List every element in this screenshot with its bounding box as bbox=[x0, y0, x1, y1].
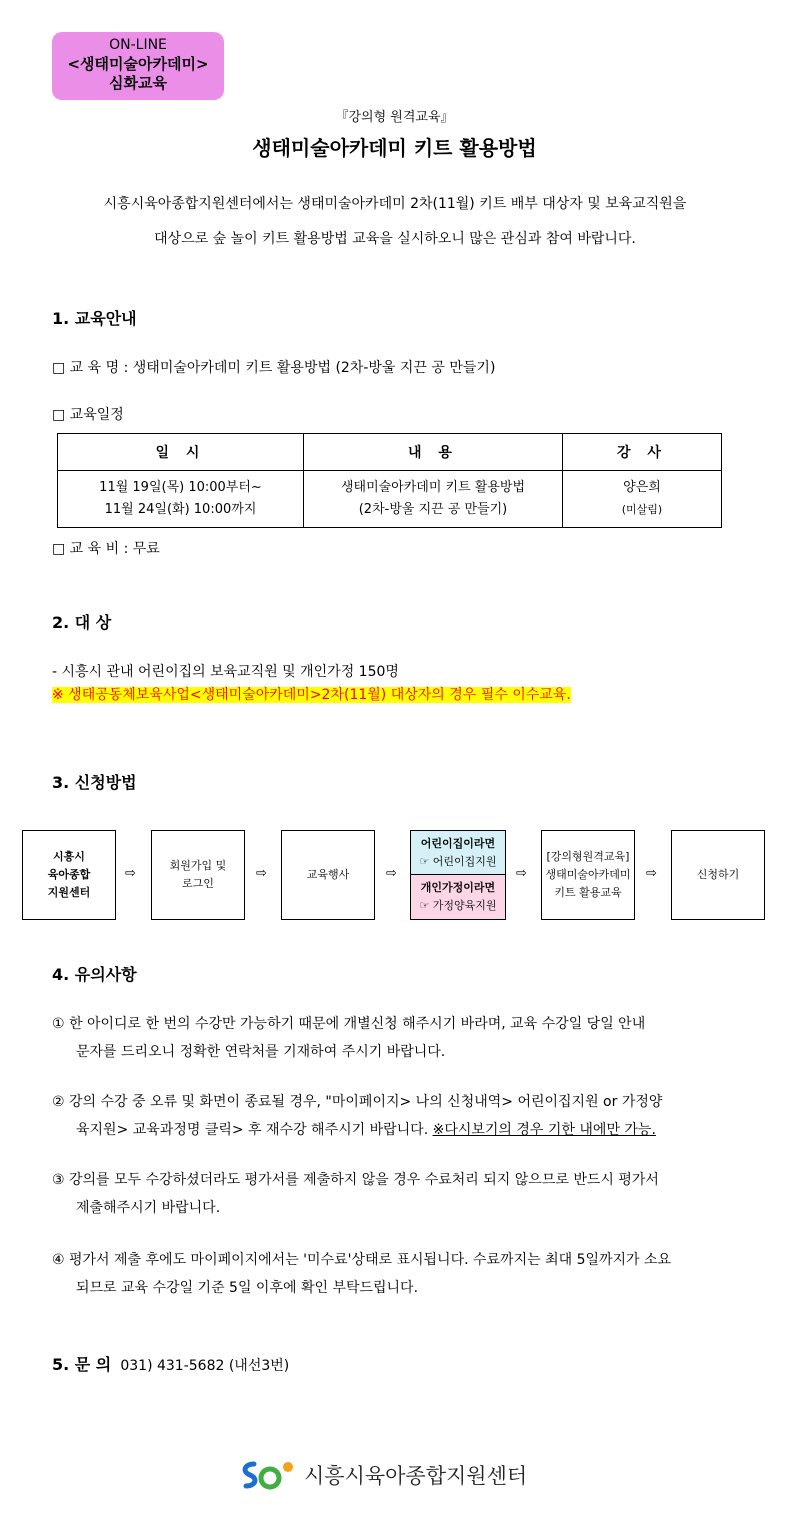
step-course bbox=[541, 830, 635, 920]
step-login-l1: 회원가입 및 bbox=[169, 859, 227, 872]
table-header-row bbox=[58, 434, 722, 471]
section-2-heading: 2. 대 상 bbox=[52, 613, 112, 632]
step-apply bbox=[671, 830, 765, 920]
page-title: 생태미술아카데미 키트 활용방법 bbox=[252, 136, 537, 160]
option-home-sub: ☞ 가정양육지원 bbox=[419, 899, 497, 912]
step-center-l1: 시흥시 bbox=[53, 850, 85, 863]
note-2-underline: ※다시보기의 경우 기한 내에만 가능. bbox=[432, 1122, 656, 1138]
instructor-org: (미살림) bbox=[621, 503, 663, 516]
content-title: 생태미술아카데미 키트 활용방법 bbox=[340, 480, 526, 495]
option-daycare-title: 어린이집이라면 bbox=[420, 837, 496, 850]
step-center bbox=[22, 830, 116, 920]
note-4-line-2: 되므로 교육 수강일 기준 5일 이후에 확인 부탁드립니다. bbox=[76, 1280, 419, 1296]
target-note-wrap bbox=[52, 684, 571, 704]
course-badge bbox=[52, 32, 224, 100]
target-note-highlight: ※ 생태공동체보육사업<생태미술아카데미>2차(11월) 대상자의 경우 필수 이수교육. bbox=[52, 687, 571, 703]
intro-line-2: 대상으로 숲 놀이 키트 활용방법 교육을 실시하오니 많은 관심과 참여 바랍니다. bbox=[154, 231, 636, 247]
note-2-text: 육지원> 교육과정명 클릭> 후 재수강 해주시기 바랍니다. bbox=[76, 1122, 433, 1138]
arrow-right-icon: ⇨ bbox=[125, 866, 136, 881]
note-4 bbox=[52, 1246, 742, 1302]
section-1-heading: 1. 교육안내 bbox=[52, 309, 137, 328]
note-3-line-1: ③ 강의를 모두 수강하셨더라도 평가서를 제출하지 않을 경우 수료처리 되지 않으므로 반드시 평가서 bbox=[52, 1172, 659, 1188]
arrow-right-icon: ⇨ bbox=[256, 866, 267, 881]
schedule-table bbox=[57, 433, 722, 528]
step-choose-category bbox=[410, 830, 506, 920]
step-login bbox=[151, 830, 245, 920]
arrow-right-icon: ⇨ bbox=[646, 866, 657, 881]
target-line: - 시흥시 관내 어린이집의 보육교직원 및 개인가정 150명 bbox=[52, 664, 399, 680]
section-3-heading: 3. 신청방법 bbox=[52, 773, 137, 792]
note-2 bbox=[52, 1088, 742, 1144]
note-1-line-1: ① 한 아이디로 한 번의 수강만 가능하기 때문에 개별신청 해주시기 바라며, 교육 수강일 당일 안내 bbox=[52, 1016, 646, 1032]
cell-instructor bbox=[563, 471, 722, 528]
cell-datetime bbox=[58, 471, 304, 528]
subtitle: 『강의형 원격교육』 bbox=[335, 110, 454, 125]
footer-org-name: 시흥시육아종합지원센터 bbox=[304, 1464, 528, 1488]
step-course-l2: 생태미술아카데미 bbox=[545, 868, 631, 881]
cell-content bbox=[304, 471, 563, 528]
note-3 bbox=[52, 1166, 742, 1222]
contact bbox=[52, 1352, 289, 1375]
section-5-heading: 5. 문 의 bbox=[52, 1355, 112, 1374]
course-fee: □ 교 육 비 : 무료 bbox=[52, 541, 160, 557]
note-4-line-1: ④ 평가서 제출 후에도 마이페이지에서는 '미수료'상태로 표시됩니다. 수료까지는 최대 5일까지가 소요 bbox=[52, 1252, 672, 1268]
option-daycare-sub: ☞ 어린이집지원 bbox=[419, 855, 497, 868]
option-home-title: 개인가정이라면 bbox=[420, 881, 496, 894]
option-home bbox=[411, 875, 505, 919]
step-events-label: 교육행사 bbox=[306, 868, 350, 881]
date-end: 11월 24일(화) 10:00까지 bbox=[104, 502, 257, 517]
table-row bbox=[58, 471, 722, 528]
step-apply-label: 신청하기 bbox=[696, 868, 740, 881]
header-content: 내 용 bbox=[304, 434, 563, 471]
footer-logo bbox=[240, 1455, 527, 1495]
arrow-right-icon: ⇨ bbox=[386, 866, 397, 881]
step-login-l2: 로그인 bbox=[182, 877, 214, 890]
content-detail: (2차-방울 지끈 공 만들기) bbox=[358, 502, 508, 517]
logo-mark-icon bbox=[240, 1458, 296, 1492]
instructor-name: 양은희 bbox=[623, 480, 661, 495]
header-datetime: 일 시 bbox=[58, 434, 304, 471]
option-daycare bbox=[411, 831, 505, 875]
step-course-l1: [강의형원격교육] bbox=[546, 850, 630, 863]
step-center-l3: 지원센터 bbox=[47, 886, 91, 899]
note-2-line-1: ② 강의 수강 중 오류 및 화면이 종료될 경우, "마이페이지> 나의 신청내역> 어린이집지원 or 가정양 bbox=[52, 1094, 663, 1110]
arrow-right-icon: ⇨ bbox=[516, 866, 527, 881]
badge-advanced: 심화교육 bbox=[109, 74, 167, 92]
note-3-line-2: 제출해주시기 바랍니다. bbox=[76, 1200, 221, 1216]
intro-line-1: 시흥시육아종합지원센터에서는 생태미술아카데미 2차(11월) 키트 배부 대상자 및 보육교직원을 bbox=[103, 196, 687, 212]
contact-phone: 031) 431-5682 (내선3번) bbox=[120, 1358, 290, 1374]
course-name: □ 교 육 명 : 생태미술아카데미 키트 활용방법 (2차-방울 지끈 공 만들기) bbox=[52, 360, 496, 376]
badge-online: ON-LINE bbox=[109, 37, 167, 53]
date-start: 11월 19일(목) 10:00부터~ bbox=[99, 480, 262, 495]
step-course-l3: 키트 활용교육 bbox=[554, 886, 622, 899]
step-center-l2: 육아종합 bbox=[47, 868, 91, 881]
header-instructor: 강 사 bbox=[563, 434, 722, 471]
step-events bbox=[281, 830, 375, 920]
note-2-line-2 bbox=[52, 1116, 742, 1144]
section-4-heading: 4. 유의사항 bbox=[52, 965, 137, 984]
note-1 bbox=[52, 1010, 742, 1066]
note-1-line-2: 문자를 드리오니 정확한 연락처를 기재하여 주시기 바랍니다. bbox=[76, 1044, 446, 1060]
schedule-label: □ 교육일정 bbox=[52, 407, 124, 423]
badge-academy: <생태미술아카데미> bbox=[67, 55, 209, 73]
